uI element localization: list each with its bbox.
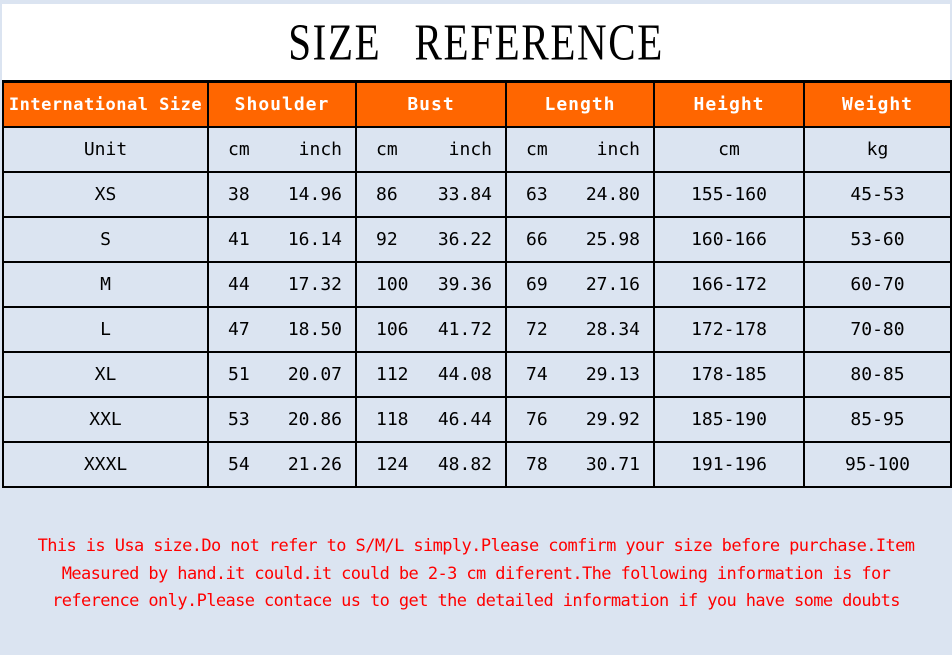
shoulder-unit-cm: cm xyxy=(228,139,250,160)
shoulder-values xyxy=(209,454,355,475)
shoulder-inch-value: 14.96 xyxy=(287,184,342,205)
bust-inch-value: 33.84 xyxy=(437,184,492,205)
shoulder-inch-value: 20.86 xyxy=(287,409,342,430)
shoulder-values xyxy=(209,319,355,340)
shoulder-inch-value: 16.14 xyxy=(287,229,342,250)
length-cm-value: 69 xyxy=(526,274,548,295)
shoulder-cm-value: 51 xyxy=(228,364,250,385)
table-header-row xyxy=(3,82,951,128)
shoulder-values xyxy=(209,364,355,385)
length-unit-cm: cm xyxy=(526,139,548,160)
shoulder-values xyxy=(209,229,355,250)
shoulder-cm-value: 54 xyxy=(228,454,250,475)
length-cm-value: 63 xyxy=(526,184,548,205)
height-value: 172-178 xyxy=(654,307,804,352)
weight-value: 95-100 xyxy=(804,442,951,487)
size-row-xs xyxy=(3,172,951,217)
title-band xyxy=(2,4,950,80)
length-units xyxy=(507,139,653,160)
bust-cm-value: 118 xyxy=(376,409,409,430)
height-value: 178-185 xyxy=(654,352,804,397)
bust-units xyxy=(357,139,505,160)
shoulder-inch-value: 17.32 xyxy=(287,274,342,295)
shoulder-values xyxy=(209,184,355,205)
bust-cm-value: 100 xyxy=(376,274,409,295)
page-title: SIZE REFERENCE xyxy=(288,12,664,72)
height-value: 166-172 xyxy=(654,262,804,307)
bust-values xyxy=(357,229,505,250)
col-header-shoulder: Shoulder xyxy=(208,82,356,128)
length-values xyxy=(507,409,653,430)
weight-value: 70-80 xyxy=(804,307,951,352)
size-label: M xyxy=(3,262,208,307)
unit-row-label: Unit xyxy=(3,127,208,172)
length-inch-value: 29.13 xyxy=(585,364,640,385)
height-value: 155-160 xyxy=(654,172,804,217)
size-disclaimer-note xyxy=(0,533,952,616)
length-cm-value: 72 xyxy=(526,319,548,340)
size-row-xxl xyxy=(3,397,951,442)
weight-value: 60-70 xyxy=(804,262,951,307)
weight-value: 80-85 xyxy=(804,352,951,397)
note-line-2: Measured by hand.it could.it could be 2-3 cm diferent.The following information is for xyxy=(61,563,891,584)
shoulder-values xyxy=(209,409,355,430)
height-unit: cm xyxy=(654,127,804,172)
size-label: XXL xyxy=(3,397,208,442)
col-header-bust: Bust xyxy=(356,82,506,128)
shoulder-cm-value: 47 xyxy=(228,319,250,340)
shoulder-inch-value: 21.26 xyxy=(287,454,342,475)
length-inch-value: 27.16 xyxy=(585,274,640,295)
size-label: XS xyxy=(3,172,208,217)
bust-values xyxy=(357,409,505,430)
col-header-height: Height xyxy=(654,82,804,128)
col-header-length: Length xyxy=(506,82,654,128)
length-cm-value: 74 xyxy=(526,364,548,385)
bust-values xyxy=(357,319,505,340)
shoulder-cm-value: 41 xyxy=(228,229,250,250)
length-inch-value: 29.92 xyxy=(585,409,640,430)
bust-cm-value: 124 xyxy=(376,454,409,475)
bust-cm-value: 112 xyxy=(376,364,409,385)
length-unit-inch: inch xyxy=(596,139,640,160)
length-inch-value: 24.80 xyxy=(585,184,640,205)
bust-inch-value: 44.08 xyxy=(437,364,492,385)
shoulder-cm-value: 44 xyxy=(228,274,250,295)
length-inch-value: 28.34 xyxy=(585,319,640,340)
bust-values xyxy=(357,274,505,295)
shoulder-cm-value: 38 xyxy=(228,184,250,205)
bust-unit-inch: inch xyxy=(448,139,492,160)
bust-inch-value: 41.72 xyxy=(437,319,492,340)
bust-cm-value: 92 xyxy=(376,229,398,250)
length-cm-value: 76 xyxy=(526,409,548,430)
length-values xyxy=(507,184,653,205)
bust-values xyxy=(357,184,505,205)
bust-unit-cm: cm xyxy=(376,139,398,160)
col-header-international-size: International Size xyxy=(3,82,208,128)
bust-inch-value: 36.22 xyxy=(437,229,492,250)
length-inch-value: 30.71 xyxy=(585,454,640,475)
size-row-xl xyxy=(3,352,951,397)
shoulder-units xyxy=(209,139,355,160)
note-line-1: This is Usa size.Do not refer to S/M/L simply.Please comfirm your size before purchase.Item xyxy=(37,536,915,556)
col-header-weight: Weight xyxy=(804,82,951,128)
size-row-l xyxy=(3,307,951,352)
bust-values xyxy=(357,364,505,385)
weight-value: 45-53 xyxy=(804,172,951,217)
bust-inch-value: 46.44 xyxy=(437,409,492,430)
length-inch-value: 25.98 xyxy=(585,229,640,250)
size-label: L xyxy=(3,307,208,352)
height-value: 160-166 xyxy=(654,217,804,262)
length-cm-value: 66 xyxy=(526,229,548,250)
bust-cm-value: 86 xyxy=(376,184,398,205)
size-label: XXXL xyxy=(3,442,208,487)
note-line-3: reference only.Please contace us to get the detailed information if you have some doubts xyxy=(52,591,900,611)
shoulder-cm-value: 53 xyxy=(228,409,250,430)
length-values xyxy=(507,364,653,385)
bust-cm-value: 106 xyxy=(376,319,409,340)
height-value: 185-190 xyxy=(654,397,804,442)
length-values xyxy=(507,274,653,295)
length-values xyxy=(507,454,653,475)
shoulder-values xyxy=(209,274,355,295)
size-row-m xyxy=(3,262,951,307)
shoulder-inch-value: 20.07 xyxy=(287,364,342,385)
length-values xyxy=(507,319,653,340)
shoulder-unit-inch: inch xyxy=(298,139,342,160)
bust-inch-value: 39.36 xyxy=(437,274,492,295)
size-row-s xyxy=(3,217,951,262)
length-cm-value: 78 xyxy=(526,454,548,475)
height-value: 191-196 xyxy=(654,442,804,487)
weight-value: 85-95 xyxy=(804,397,951,442)
size-reference-table xyxy=(2,80,952,488)
shoulder-inch-value: 18.50 xyxy=(287,319,342,340)
size-label: S xyxy=(3,217,208,262)
bust-values xyxy=(357,454,505,475)
unit-row xyxy=(3,127,951,172)
size-row-xxxl xyxy=(3,442,951,487)
length-values xyxy=(507,229,653,250)
size-label: XL xyxy=(3,352,208,397)
bust-inch-value: 48.82 xyxy=(437,454,492,475)
weight-value: 53-60 xyxy=(804,217,951,262)
weight-unit: kg xyxy=(804,127,951,172)
